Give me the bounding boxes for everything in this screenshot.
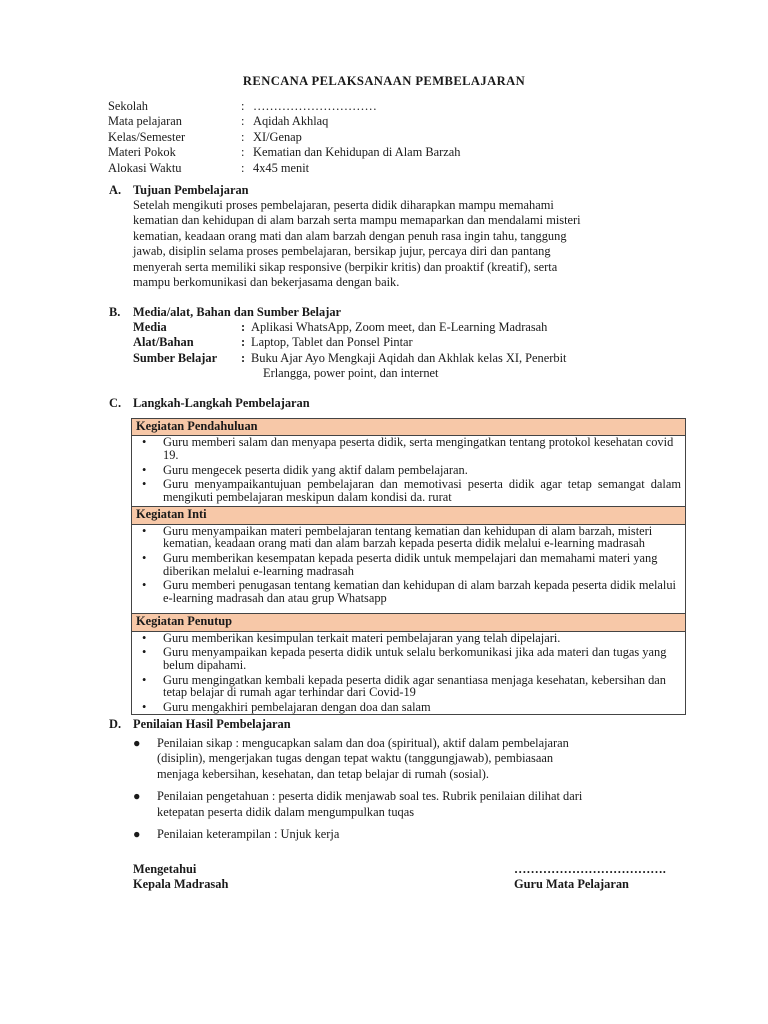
signature-role: Kepala Madrasah bbox=[133, 877, 229, 892]
activity-list bbox=[136, 632, 681, 714]
activity-list bbox=[136, 436, 681, 503]
section-title: Penilaian Hasil Pembelajaran bbox=[133, 717, 291, 731]
list-item-line: Penilaian pengetahuan : peserta didik menjawab soal tes. Rubrik penilaian dilihat dari bbox=[157, 789, 583, 804]
bullet-icon: ● bbox=[133, 827, 141, 842]
section-b-heading bbox=[109, 305, 341, 320]
bullet-icon: • bbox=[142, 672, 147, 687]
list-item bbox=[136, 701, 681, 714]
list-item-text: Guru memberikan kesimpulan terkait materi pembelajaran yang telah dipelajari. bbox=[163, 630, 561, 645]
list-item bbox=[136, 632, 681, 645]
objective-paragraph bbox=[133, 198, 663, 290]
section-letter: B. bbox=[109, 305, 121, 319]
identity-label: Alokasi Waktu bbox=[108, 160, 182, 175]
list-item-text: Guru memberi salam dan menyapa peserta didik, serta mengingatkan tentang protokol kesehatan covid 19. bbox=[163, 435, 674, 462]
activity-list bbox=[136, 525, 681, 605]
identity-block bbox=[108, 99, 460, 176]
media-value-line: Laptop, Tablet dan Ponsel Pintar bbox=[251, 335, 413, 350]
bullet-icon: • bbox=[142, 645, 147, 660]
media-value bbox=[251, 351, 663, 382]
activity-cell bbox=[132, 631, 686, 715]
bullet-icon: • bbox=[142, 462, 147, 477]
bullet-icon: • bbox=[142, 477, 147, 492]
identity-value: XI/Genap bbox=[253, 129, 302, 144]
identity-colon: : bbox=[241, 160, 245, 175]
identity-value: Aqidah Akhlaq bbox=[253, 114, 329, 129]
section-d-heading bbox=[109, 717, 291, 732]
media-value-line: Buku Ajar Ayo Mengkaji Aqidah dan Akhlak kelas XI, Penerbit bbox=[251, 350, 567, 365]
table-row bbox=[132, 419, 686, 436]
list-item bbox=[136, 552, 681, 577]
section-c-heading bbox=[109, 396, 310, 411]
identity-label: Mata pelajaran bbox=[108, 114, 182, 129]
list-item-text: Guru mengingatkan kembali kepada peserta didik agar senantiasa menjaga kesehatan, kebersihan dan tetap belajar di rumah agar terhindar dari Covid-19 bbox=[163, 672, 667, 700]
signature-name-line: ………………………………. bbox=[514, 862, 666, 876]
section-a-heading bbox=[109, 183, 249, 198]
identity-colon: : bbox=[241, 99, 245, 113]
table-row bbox=[132, 524, 686, 614]
paragraph-line: menyerah serta memiliki sikap responsive (berpikir kritis) dan proaktif (kreatif), serta bbox=[133, 259, 558, 274]
document-title: RENCANA PELAKSANAAN PEMBELAJARAN bbox=[242, 74, 526, 88]
table-row bbox=[132, 507, 686, 524]
list-item bbox=[136, 579, 681, 604]
signature-role: Guru Mata Pelajaran bbox=[514, 877, 629, 892]
bullet-icon: ● bbox=[133, 789, 141, 804]
list-item-text: Guru memberi penugasan tentang kematian dan kehidupan di alam barzah kepada peserta didik melalui e-learning madrasah dan atau grup Whatsapp bbox=[163, 578, 676, 605]
identity-row bbox=[108, 114, 460, 129]
media-label: Media bbox=[133, 320, 167, 334]
media-row bbox=[133, 320, 663, 335]
media-label: Alat/Bahan bbox=[133, 335, 194, 350]
list-item-text: Guru menyampaikan materi pembelajaran tentang kematian dan kehidupan di alam barzah, misteri kematian, keadaan orang mati dan alam barzah kepada peserta didik melalui e-learning madrasah bbox=[163, 523, 653, 551]
identity-value: 4x45 menit bbox=[253, 160, 310, 175]
section-title: Langkah-Langkah Pembelajaran bbox=[133, 396, 310, 410]
identity-colon: : bbox=[241, 145, 245, 160]
list-item-line: menjaga kebersihan, kesehatan, dan tetap belajar di rumah (sosial). bbox=[157, 766, 490, 781]
identity-row bbox=[108, 130, 460, 145]
bullet-icon: • bbox=[142, 435, 147, 450]
media-row bbox=[133, 351, 663, 382]
activity-header: Kegiatan Penutup bbox=[132, 614, 686, 631]
list-item-line: ketepatan peserta didik dalam mengumpulkan tuqas bbox=[157, 804, 415, 819]
list-item bbox=[136, 646, 681, 671]
identity-value: ………………………… bbox=[253, 99, 377, 113]
media-row bbox=[133, 335, 663, 350]
section-letter: C. bbox=[109, 396, 122, 410]
list-item-text: Guru mengecek peserta didik yang aktif dalam pembelajaran. bbox=[163, 462, 468, 477]
bullet-icon: • bbox=[142, 630, 147, 645]
list-item bbox=[136, 674, 681, 699]
identity-row bbox=[108, 161, 460, 176]
list-item bbox=[133, 789, 673, 820]
section-letter: A. bbox=[109, 183, 122, 197]
paragraph-line: kematian dan kehidupan di alam barzah serta mampu memaparkan dan mendalami misteri bbox=[133, 213, 581, 228]
activity-header: Kegiatan Inti bbox=[132, 507, 686, 524]
media-value bbox=[251, 335, 663, 350]
list-item bbox=[136, 464, 681, 477]
identity-label: Materi Pokok bbox=[108, 145, 176, 160]
bullet-icon: • bbox=[142, 550, 147, 565]
list-item-line: Penilaian keterampilan : Unjuk kerja bbox=[157, 827, 340, 842]
identity-colon: : bbox=[241, 114, 245, 129]
activity-cell bbox=[132, 524, 686, 614]
list-item-line: (disiplin), mengerjakan tugas dengan tepat waktu (tanggungjawab), pembiasaan bbox=[157, 751, 554, 766]
paragraph-line: kematian, keadaan orang mati dan alam barzah dengan penuh rasa ingin tahu, tanggung bbox=[133, 228, 567, 243]
media-label: Sumber Belajar bbox=[133, 350, 218, 365]
media-colon: : bbox=[241, 335, 246, 350]
media-value-line: Aplikasi WhatsApp, Zoom meet, dan E-Learning Madrasah bbox=[251, 320, 548, 334]
identity-label: Sekolah bbox=[108, 99, 148, 113]
identity-label: Kelas/Semester bbox=[108, 129, 186, 144]
identity-value: Kematian dan Kehidupan di Alam Barzah bbox=[253, 145, 461, 160]
paragraph-line: mampu berkomunikasi dan bekerjasama dengan baik. bbox=[133, 275, 400, 290]
signature-right bbox=[514, 862, 666, 893]
identity-row bbox=[108, 99, 460, 114]
bullet-icon: • bbox=[142, 699, 147, 714]
section-letter: D. bbox=[109, 717, 122, 731]
section-title: Media/alat, Bahan dan Sumber Belajar bbox=[133, 305, 342, 319]
bullet-icon: • bbox=[142, 523, 147, 538]
bullet-icon: • bbox=[142, 578, 147, 593]
media-value-line: Erlangga, power point, dan internet bbox=[263, 366, 439, 381]
list-item bbox=[136, 478, 681, 503]
list-item-text: Guru menyampaikantujuan pembelajaran dan memotivasi peserta didik agar tetap semangat dalam mengikuti pembelajaran meskipun dalam kondisi da. rurat bbox=[163, 477, 681, 504]
media-value bbox=[251, 320, 663, 335]
paragraph-line: Setelah mengikuti proses pembelajaran, peserta didik diharapkan mampu memahami bbox=[133, 198, 554, 212]
identity-colon: : bbox=[241, 129, 245, 144]
activity-cell bbox=[132, 436, 686, 507]
list-item bbox=[133, 827, 673, 842]
list-item bbox=[136, 525, 681, 550]
bullet-icon: ● bbox=[133, 736, 141, 750]
list-item-text: Guru mengakhiri pembelajaran dengan doa dan salam bbox=[163, 699, 431, 714]
signature-left bbox=[133, 862, 228, 893]
table-row bbox=[132, 631, 686, 715]
media-colon: : bbox=[241, 320, 246, 334]
list-item-line: Penilaian sikap : mengucapkan salam dan doa (spiritual), aktif dalam pembelajaran bbox=[157, 736, 569, 750]
list-item-text: Guru menyampaikan kepada peserta didik untuk selalu berkomunikasi jika ada materi dan tugas yang belum dipahami. bbox=[163, 645, 667, 672]
learning-steps-table bbox=[131, 418, 686, 715]
media-colon: : bbox=[241, 350, 246, 365]
table-row bbox=[132, 614, 686, 631]
paragraph-line: jawab, disiplin selama proses pembelajaran, bersikap jujur, percaya diri dan pantang bbox=[133, 244, 551, 259]
activity-header: Kegiatan Pendahuluan bbox=[132, 419, 686, 436]
media-list bbox=[133, 320, 663, 382]
section-title: Tujuan Pembelajaran bbox=[133, 183, 249, 197]
list-item-text: Guru memberikan kesempatan kepada peserta didik untuk mempelajari dan memahami materi yang diberikan melalui e-learning madrasah bbox=[163, 550, 658, 578]
list-item bbox=[136, 436, 681, 461]
assessment-list bbox=[133, 736, 673, 849]
list-item bbox=[133, 736, 673, 782]
signature-caption: Mengetahui bbox=[133, 862, 197, 876]
identity-row bbox=[108, 145, 460, 160]
table-row bbox=[132, 436, 686, 507]
